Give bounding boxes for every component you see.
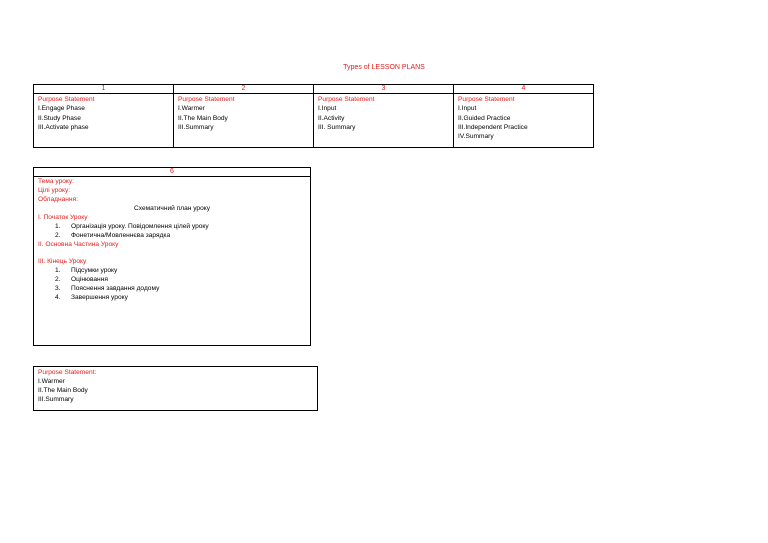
lesson-goals-label: Цілі уроку: <box>38 187 71 194</box>
plan-line: II.Guided Practice <box>458 114 511 122</box>
plan-number: 3 <box>314 85 453 94</box>
plan-line: I.Input <box>318 105 337 113</box>
page-title: Types of LESSON PLANS <box>343 64 425 71</box>
plan-title: Схематичний план уроку <box>133 205 211 212</box>
list-item: 2. Фонетична/Мовленнєва зарядка <box>55 232 171 239</box>
section-main: II. Основна Частина Уроку <box>38 241 119 248</box>
plan-number: 1 <box>34 85 173 94</box>
purpose-heading: Purpose Statement <box>38 96 95 103</box>
plan-line: III.Independent Practice <box>458 123 528 131</box>
plan-line: I.Engage Phase <box>38 105 85 113</box>
purpose-heading: Purpose Statement: <box>38 369 97 376</box>
purpose-heading: Purpose Statement <box>178 96 235 103</box>
lesson-topic-label: Тема уроку: <box>38 178 75 185</box>
plan-line: III.Summary <box>38 396 74 403</box>
list-item: 3. Пояснення завдання додому <box>55 285 160 292</box>
plan-line: I.Warmer <box>38 378 65 385</box>
list-item: 4. Завершення уроку <box>55 294 128 301</box>
plan-line: II.Activity <box>318 114 345 122</box>
list-item: 1. Організація уроку. Повідомлення цілей уроку <box>55 223 209 230</box>
plan-number: 6 <box>34 168 310 177</box>
plan-line: III.Activate phase <box>38 123 89 131</box>
plan-cell-4 <box>454 85 593 147</box>
plan-cell-3 <box>314 85 454 147</box>
lesson-plan-box-bottom <box>33 366 318 411</box>
plan-number: 2 <box>174 85 313 94</box>
list-item: 1. Підсумки уроку <box>55 267 118 274</box>
plan-line: II.The Main Body <box>38 387 88 394</box>
plan-line: I.Input <box>458 105 477 113</box>
lesson-plan-box-6 <box>33 167 311 346</box>
purpose-heading: Purpose Statement <box>458 96 515 103</box>
list-item: 2. Оцінювання <box>55 276 108 283</box>
purpose-heading: Purpose Statement <box>318 96 375 103</box>
plan-line: II.Study Phase <box>38 114 81 122</box>
plan-line: III. Summary <box>318 123 356 131</box>
section-start: I. Початок Уроку <box>38 214 88 221</box>
plan-cell-2 <box>174 85 314 147</box>
plan-line: IV.Summary <box>458 133 494 141</box>
plan-cell-1 <box>34 85 174 147</box>
plan-line: III.Summary <box>178 123 214 131</box>
lesson-plan-types-table <box>33 84 594 148</box>
lesson-equipment-label: Обладнання: <box>38 196 78 203</box>
plan-number: 4 <box>454 85 593 94</box>
section-end: III. Кінець Уроку <box>38 258 87 265</box>
plan-line: I.Warmer <box>178 105 205 113</box>
plan-line: II.The Main Body <box>178 114 228 122</box>
